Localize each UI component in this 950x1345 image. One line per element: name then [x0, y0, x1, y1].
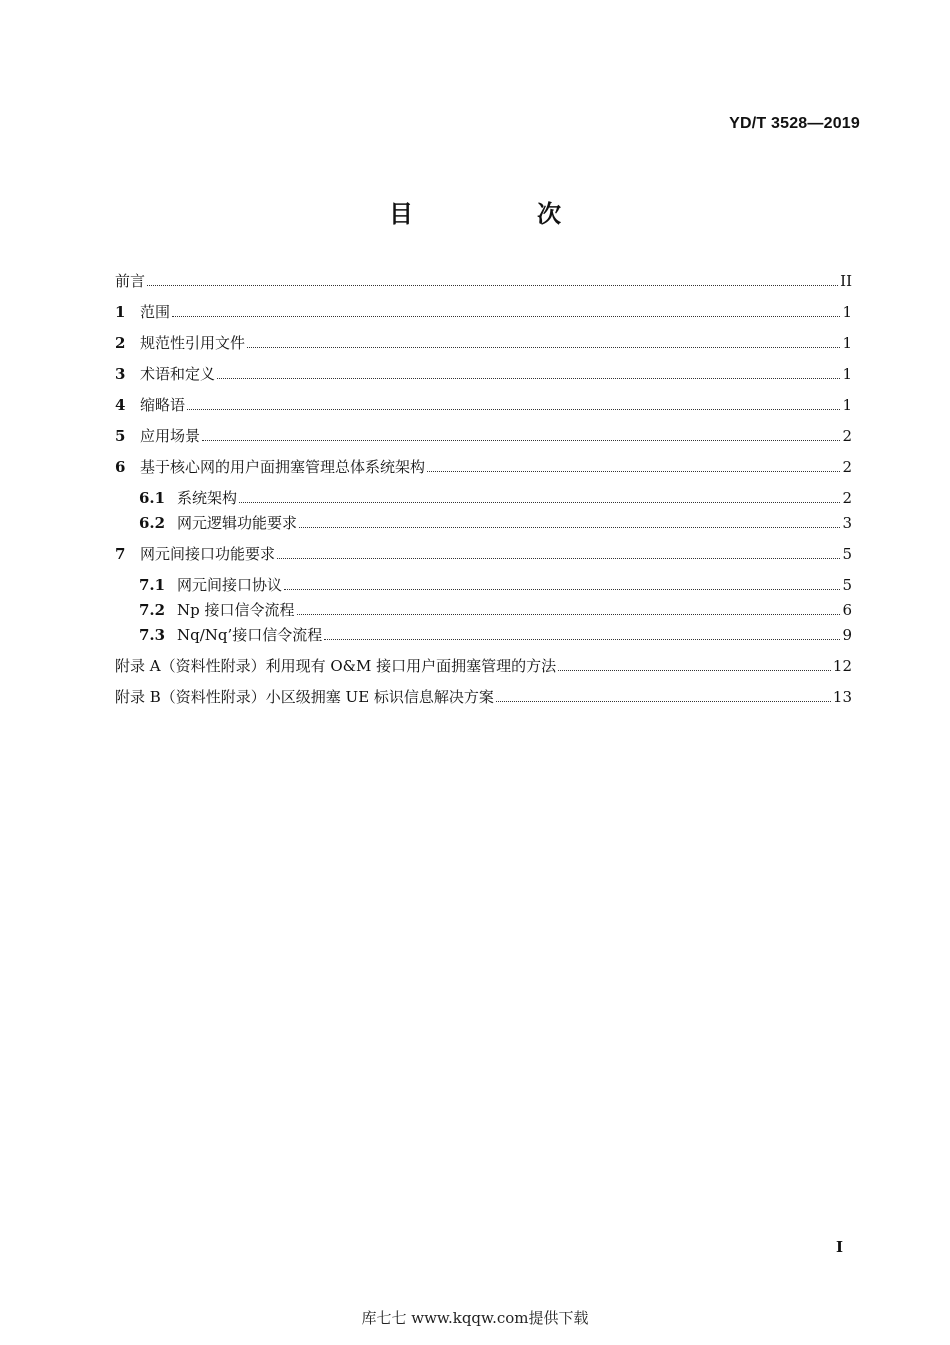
toc-entry-page: 3 — [842, 514, 852, 532]
toc-entry-label: 网元间接口协议 — [177, 576, 283, 594]
toc-entry-label: 系统架构 — [177, 489, 238, 507]
toc-entry[interactable] — [115, 575, 852, 595]
toc-dot-leader — [217, 378, 840, 379]
toc-entry-page: 1 — [842, 365, 852, 383]
toc-entry-number: 6 — [115, 458, 126, 476]
page-number: I — [835, 1238, 843, 1256]
toc-entry[interactable] — [115, 544, 852, 564]
toc-entry-label: Nq/Nq’接口信令流程 — [177, 626, 323, 644]
toc-dot-leader — [284, 589, 840, 590]
toc-entry-number: 6.2 — [139, 514, 166, 532]
toc-entry-number: 7.2 — [139, 601, 166, 619]
table-of-contents — [115, 271, 852, 707]
toc-entry-page: 5 — [842, 576, 852, 594]
toc-entry-page: 5 — [842, 545, 852, 563]
toc-entry[interactable] — [115, 395, 852, 415]
toc-entry-label: 网元逻辑功能要求 — [177, 514, 298, 532]
toc-dot-leader — [297, 614, 841, 615]
toc-entry-number: 1 — [115, 303, 126, 321]
toc-dot-leader — [247, 347, 840, 348]
toc-entry[interactable] — [115, 302, 852, 322]
toc-entry-page: 6 — [842, 601, 852, 619]
toc-entry-number: 7.1 — [139, 576, 166, 594]
toc-entry[interactable] — [115, 426, 852, 446]
toc-dot-leader — [496, 701, 831, 702]
toc-entry-label: 附录 B（资料性附录）小区级拥塞 UE 标识信息解决方案 — [115, 688, 494, 706]
toc-entry-label: 缩略语 — [140, 396, 186, 414]
toc-dot-leader — [202, 440, 840, 441]
toc-entry-page: 2 — [842, 489, 852, 507]
toc-entry-label: 术语和定义 — [140, 365, 216, 383]
toc-entry-label: 应用场景 — [140, 427, 201, 445]
toc-entry-label: 基于核心网的用户面拥塞管理总体系统架构 — [140, 458, 426, 476]
toc-entry-number: 4 — [115, 396, 126, 414]
toc-entry-page: 2 — [842, 458, 852, 476]
toc-entry-page: 13 — [832, 688, 852, 706]
toc-dot-leader — [558, 670, 831, 671]
toc-entry-number: 7.3 — [139, 626, 166, 644]
toc-entry[interactable] — [115, 333, 852, 353]
toc-dot-leader — [172, 316, 840, 317]
toc-entry-label: 网元间接口功能要求 — [140, 545, 276, 563]
toc-entry-page: 1 — [842, 396, 852, 414]
toc-entry[interactable] — [115, 625, 852, 645]
toc-entry[interactable] — [115, 656, 852, 676]
toc-entry[interactable] — [115, 488, 852, 508]
toc-entry-page: 12 — [832, 657, 852, 675]
toc-entry-number: 6.1 — [139, 489, 166, 507]
toc-entry-page: 1 — [842, 303, 852, 321]
toc-entry-page: 2 — [842, 427, 852, 445]
toc-entry-label: 规范性引用文件 — [140, 334, 246, 352]
toc-entry[interactable] — [115, 364, 852, 384]
toc-dot-leader — [239, 502, 840, 503]
toc-entry-number: 2 — [115, 334, 126, 352]
toc-entry-page: 1 — [842, 334, 852, 352]
toc-entry-page: 9 — [842, 626, 852, 644]
toc-entry[interactable] — [115, 687, 852, 707]
toc-entry-number: 5 — [115, 427, 126, 445]
toc-entry[interactable] — [115, 271, 852, 291]
toc-entry-label: 范围 — [140, 303, 171, 321]
toc-entry[interactable] — [115, 600, 852, 620]
toc-dot-leader — [427, 471, 840, 472]
toc-dot-leader — [324, 639, 840, 640]
toc-dot-leader — [147, 285, 838, 286]
toc-entry-label: 前言 — [115, 272, 146, 290]
toc-entry-label: Np 接口信令流程 — [177, 601, 295, 619]
toc-dot-leader — [187, 409, 840, 410]
toc-entry[interactable] — [115, 513, 852, 533]
toc-title: 目 次 — [389, 200, 611, 228]
toc-entry[interactable] — [115, 457, 852, 477]
download-source-note: 库七七 www.kqqw.com提供下载 — [361, 1309, 589, 1327]
toc-entry-label: 附录 A（资料性附录）利用现有 O&M 接口用户面拥塞管理的方法 — [115, 657, 557, 675]
toc-dot-leader — [277, 558, 840, 559]
toc-entry-page: II — [840, 272, 852, 290]
toc-entry-number: 7 — [115, 545, 126, 563]
toc-dot-leader — [299, 527, 840, 528]
toc-entry-number: 3 — [115, 365, 126, 383]
document-code: YD/T 3528—2019 — [729, 115, 860, 132]
